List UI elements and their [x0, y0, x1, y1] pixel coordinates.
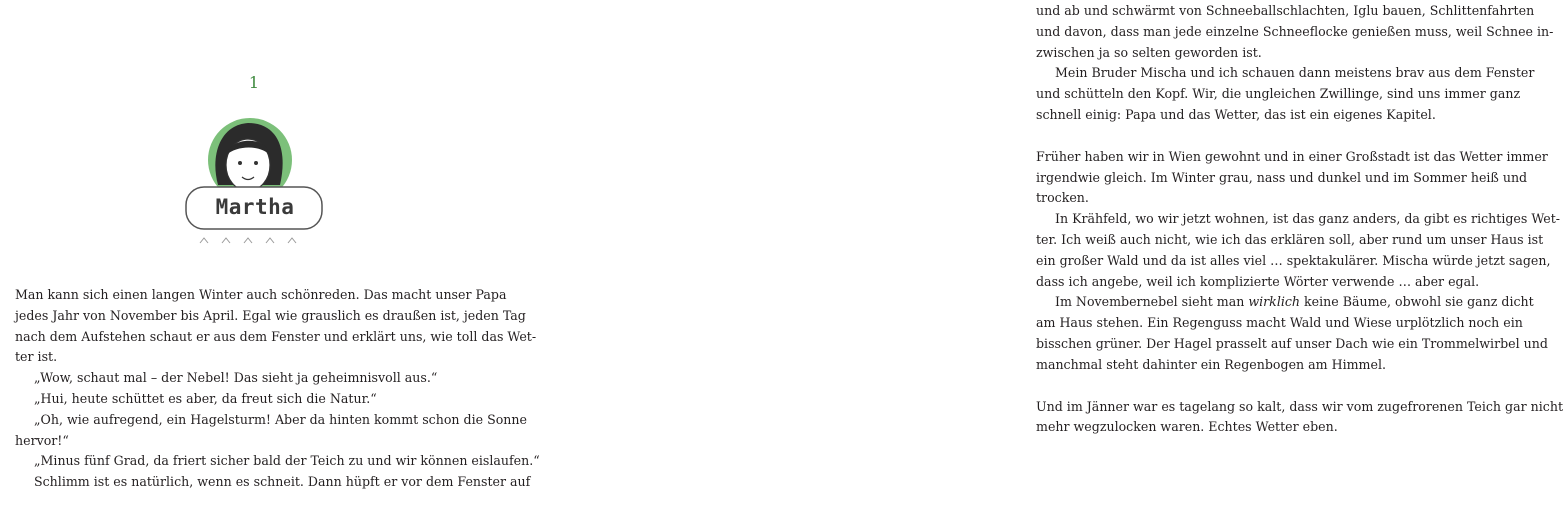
- text-line: mehr wegzulocken waren. Echtes Wetter eben.: [1036, 419, 1338, 435]
- text-line: nach dem Aufstehen schaut er aus dem Fenster und erklärt uns, wie toll das Wet-: [15, 328, 537, 344]
- text-line: bisschen grüner. Der Hagel prasselt auf unser Dach wie ein Trommelwirbel und: [1036, 335, 1548, 351]
- martha-portrait-icon: [180, 115, 330, 250]
- text-line: und ab und schwärmt von Schneeballschlachten, Iglu bauen, Schlittenfahrten: [1036, 3, 1535, 18]
- text-line: [1036, 292, 1534, 313]
- text-line: hervor!“: [15, 432, 69, 448]
- illustration-name-label: Martha: [215, 195, 295, 219]
- text-line: zwischen ja so selten geworden ist.: [1036, 44, 1262, 60]
- text-line: „Oh, wie aufregend, ein Hagelsturm! Aber da hinten kommt schon die Sonne: [34, 411, 527, 427]
- text-line: „Minus fünf Grad, da friert sicher bald der Teich zu und wir können eislaufen.“: [34, 453, 540, 469]
- chapter-number: 1: [248, 73, 260, 92]
- left-page: [0, 0, 540, 509]
- text-line: „Wow, schaut mal – der Nebel! Das sieht ja geheimnisvoll aus.“: [34, 370, 438, 386]
- text-line: Mein Bruder Mischa und ich schauen dann meistens brav aus dem Fenster: [1055, 65, 1535, 81]
- text-line: schnell einig: Papa und das Wetter, das ist ein eigenes Kapitel.: [1036, 106, 1436, 122]
- right-page: [512, 0, 1563, 509]
- emphasized-word: wirklich: [1248, 294, 1301, 310]
- text-line: manchmal steht dahinter ein Regenbogen am Himmel.: [1036, 356, 1386, 372]
- text-line: trocken.: [1036, 190, 1089, 206]
- left-page-text: [15, 285, 540, 493]
- text-line: am Haus stehen. Ein Regenguss macht Wald und Wiese urplötzlich noch ein: [1036, 315, 1523, 331]
- text-line: Und im Jänner war es tagelang so kalt, dass wir vom zugefrorenen Teich gar nicht: [1036, 398, 1563, 414]
- paragraph-gap: [1036, 376, 1518, 397]
- text-line: Früher haben wir in Wien gewohnt und in einer Großstadt ist das Wetter immer: [1036, 148, 1548, 164]
- text-line: „Hui, heute schüttet es aber, da freut sich die Natur.“: [34, 390, 377, 406]
- right-page-text: [1036, 1, 1563, 438]
- text-line: In Krähfeld, wo wir jetzt wohnen, ist das ganz anders, da gibt es richtiges Wet-: [1055, 211, 1561, 227]
- text-line: ter ist.: [15, 349, 58, 365]
- text-line: ter. Ich weiß auch nicht, wie ich das erklären soll, aber rund um unser Haus ist: [1036, 231, 1544, 247]
- text-line: irgendwie gleich. Im Winter grau, nass und dunkel und im Sommer heiß und: [1036, 169, 1528, 185]
- text-segment: keine Bäume, obwohl sie ganz dicht: [1300, 294, 1534, 310]
- text-line: und schütteln den Kopf. Wir, die ungleichen Zwillinge, sind uns immer ganz: [1036, 86, 1521, 102]
- text-segment: Im Novembernebel sieht man: [1055, 294, 1249, 310]
- chapter-illustration: [180, 115, 330, 250]
- text-line: dass ich angebe, weil ich komplizierte Wörter verwende … aber egal.: [1036, 273, 1480, 289]
- text-line: jedes Jahr von November bis April. Egal wie grauslich es draußen ist, jeden Tag: [15, 307, 526, 323]
- text-line: und davon, dass man jede einzelne Schneeflocke genießen muss, weil Schnee in-: [1036, 23, 1554, 39]
- text-line: ein großer Wald und da ist alles viel … spektakulärer. Mischa würde jetzt sagen,: [1036, 252, 1551, 268]
- text-line: Schlimm ist es natürlich, wenn es schneit. Dann hüpft er vor dem Fenster auf: [34, 474, 531, 490]
- text-line: Man kann sich einen langen Winter auch schönreden. Das macht unser Papa: [15, 287, 507, 302]
- paragraph-gap: [1036, 126, 1518, 147]
